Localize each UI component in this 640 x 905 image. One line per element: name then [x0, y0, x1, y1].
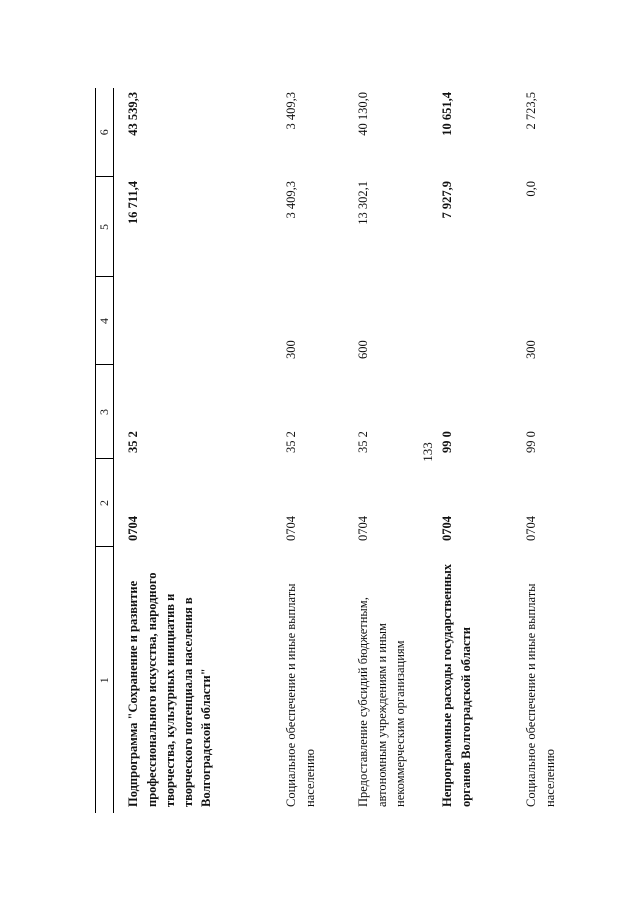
expense-type-code: 300: [524, 340, 539, 359]
target-code: 35 2: [126, 431, 141, 453]
row-name: Подпрограмма "Сохранение и развитие профессионального искусства, народного творчества, культурных инициатив и творческого потенциала населения в Волгоградской области": [126, 572, 213, 807]
column-header-1: 1: [96, 547, 114, 813]
section-code: 0704: [126, 516, 141, 541]
column-header-5: 5: [96, 177, 114, 277]
section-code: 0704: [440, 516, 455, 541]
row-name: Социальное обеспечение и иные выплаты населению: [524, 583, 557, 807]
table-row: [114, 88, 273, 813]
table-row: [512, 88, 574, 813]
target-code: 35 2: [356, 431, 371, 453]
expense-type-code: 600: [356, 340, 371, 359]
amount-col5: 16 711,4: [126, 181, 141, 225]
amount-col5: 13 302,1: [356, 181, 371, 225]
expense-type-code: [428, 277, 512, 365]
amount-col5: 3 409,3: [284, 181, 299, 219]
column-header-6: 6: [96, 88, 114, 177]
amount-col5: 7 927,9: [440, 181, 455, 219]
amount-col6: 43 539,3: [126, 92, 141, 136]
table-row: [428, 88, 512, 813]
table-row: [344, 88, 428, 813]
column-header-2: 2: [96, 459, 114, 547]
section-code: 0704: [356, 516, 371, 541]
row-name: Предоставление субсидий бюджетным, автономным учреждениям и иным некоммерческим организациям: [356, 597, 407, 807]
row-name: Непрограммные расходы государственных органов Волгоградской области: [440, 563, 473, 807]
amount-col5: 0,0: [524, 181, 539, 197]
amount-col6: 2 723,5: [524, 92, 539, 130]
section-code: 0704: [524, 516, 539, 541]
target-code: 99 0: [440, 431, 455, 453]
amount-col6: 40 130,0: [356, 92, 371, 136]
budget-table: [95, 88, 574, 813]
page-number: 133: [420, 442, 435, 462]
section-code: 0704: [284, 516, 299, 541]
column-header-4: 4: [96, 277, 114, 365]
amount-col6: 10 651,4: [440, 92, 455, 136]
target-code: 99 0: [524, 431, 539, 453]
expense-type-code: [114, 277, 273, 365]
target-code: 35 2: [284, 431, 299, 453]
rotated-table-container: [95, 88, 557, 813]
column-header-3: 3: [96, 365, 114, 459]
table-row: [272, 88, 344, 813]
expense-type-code: 300: [284, 340, 299, 359]
amount-col6: 3 409,3: [284, 92, 299, 130]
row-name: Социальное обеспечение и иные выплаты населению: [284, 583, 317, 807]
column-number-row: [96, 88, 114, 813]
